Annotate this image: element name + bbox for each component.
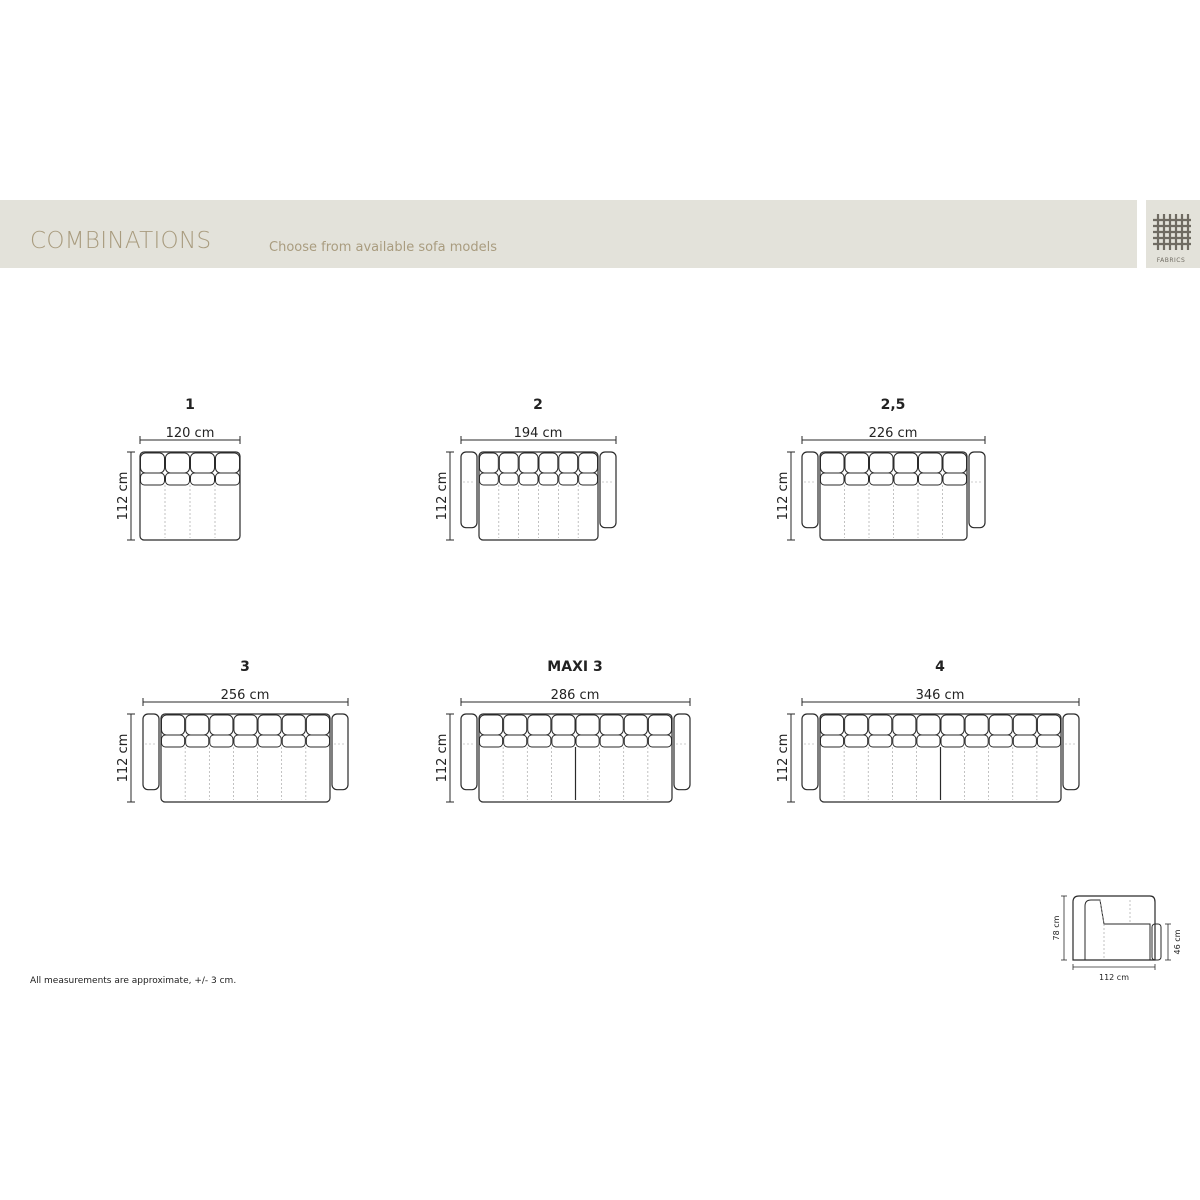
back-cushion (216, 453, 240, 473)
back-cushion (821, 453, 845, 473)
armrest-left (802, 452, 818, 528)
top-cushion (559, 473, 578, 485)
back-cushion (258, 715, 281, 735)
top-cushion (166, 473, 190, 485)
top-cushion (821, 473, 845, 485)
depth-label: 112 cm (776, 471, 791, 521)
model-name: 4 (935, 659, 945, 675)
footnote: All measurements are approximate, +/- 3 cm. (30, 976, 237, 986)
back-cushion (528, 715, 551, 735)
top-cushion (552, 735, 575, 747)
top-cushion (845, 473, 869, 485)
back-cushion (1013, 715, 1036, 735)
back-cushion (919, 453, 943, 473)
armrest-right (1063, 714, 1079, 790)
side-view-inner (1085, 900, 1150, 960)
depth-label: 112 cm (116, 471, 131, 521)
depth-label: 112 cm (435, 733, 450, 783)
top-cushion (528, 735, 551, 747)
back-cushion (870, 453, 894, 473)
depth-label: 112 cm (116, 733, 131, 783)
top-cushion (893, 735, 916, 747)
back-cushion (166, 453, 190, 473)
top-cushion (600, 735, 623, 747)
fabrics-label[interactable]: FABRICS (1156, 257, 1186, 264)
back-cushion (480, 453, 499, 473)
depth-label: 112 cm (776, 733, 791, 783)
top-cushion (306, 735, 329, 747)
back-cushion (845, 453, 869, 473)
back-cushion (186, 715, 209, 735)
top-cushion (499, 473, 518, 485)
side-view-arm (1152, 924, 1161, 960)
top-cushion (1037, 735, 1060, 747)
top-cushion (989, 735, 1012, 747)
armrest-right (332, 714, 348, 790)
depth-label: 112 cm (435, 471, 450, 521)
width-label: 256 cm (220, 688, 270, 703)
back-cushion (519, 453, 538, 473)
top-cushion (234, 735, 257, 747)
model-name: 2,5 (880, 397, 906, 413)
back-cushion (1037, 715, 1060, 735)
width-label: 120 cm (165, 426, 215, 441)
back-cushion (480, 715, 503, 735)
side-height-label: 78 cm (1052, 915, 1061, 941)
top-cushion (480, 473, 499, 485)
back-cushion (210, 715, 233, 735)
top-cushion (894, 473, 918, 485)
top-cushion (943, 473, 967, 485)
armrest-right (674, 714, 690, 790)
side-view (1052, 896, 1182, 982)
model-name: 1 (185, 397, 195, 413)
armrest-right (600, 452, 616, 528)
top-cushion (282, 735, 305, 747)
top-cushion (504, 735, 527, 747)
back-cushion (282, 715, 305, 735)
top-cushion (162, 735, 185, 747)
top-cushion (870, 473, 894, 485)
model-name: 3 (240, 659, 250, 675)
back-cushion (943, 453, 967, 473)
sofa-model-4 (116, 659, 348, 802)
top-cushion (191, 473, 215, 485)
back-cushion (306, 715, 329, 735)
armrest-left (461, 452, 477, 528)
back-cushion (552, 715, 575, 735)
back-cushion (579, 453, 598, 473)
armrest-left (461, 714, 477, 790)
top-cushion (519, 473, 538, 485)
top-cushion (648, 735, 671, 747)
sofa-model-1 (116, 397, 240, 540)
top-cushion (480, 735, 503, 747)
armrest-left (143, 714, 159, 790)
back-cushion (191, 453, 215, 473)
back-cushion (576, 715, 599, 735)
back-cushion (162, 715, 185, 735)
top-cushion (919, 473, 943, 485)
back-cushion (600, 715, 623, 735)
back-cushion (989, 715, 1012, 735)
back-cushion (499, 453, 518, 473)
back-cushion (941, 715, 964, 735)
back-cushion (894, 453, 918, 473)
top-cushion (141, 473, 165, 485)
top-cushion (539, 473, 558, 485)
back-cushion (845, 715, 868, 735)
width-label: 226 cm (868, 426, 918, 441)
width-label: 346 cm (915, 688, 965, 703)
top-cushion (624, 735, 647, 747)
page-title: COMBINATIONS (30, 228, 212, 254)
side-width-label: 112 cm (1098, 973, 1130, 982)
top-cushion (869, 735, 892, 747)
top-cushion (1013, 735, 1036, 747)
top-cushion (579, 473, 598, 485)
top-cushion (210, 735, 233, 747)
side-seat-label: 46 cm (1173, 929, 1182, 955)
width-label: 194 cm (513, 426, 563, 441)
top-cushion (258, 735, 281, 747)
top-cushion (576, 735, 599, 747)
back-cushion (821, 715, 844, 735)
back-cushion (624, 715, 647, 735)
top-cushion (821, 735, 844, 747)
sofa-model-5 (435, 659, 690, 802)
armrest-left (802, 714, 818, 790)
back-cushion (539, 453, 558, 473)
width-label: 286 cm (550, 688, 600, 703)
back-cushion (648, 715, 671, 735)
top-cushion (965, 735, 988, 747)
top-cushion (845, 735, 868, 747)
top-cushion (941, 735, 964, 747)
top-cushion (216, 473, 240, 485)
back-cushion (234, 715, 257, 735)
armrest-right (969, 452, 985, 528)
page-subtitle: Choose from available sofa models (269, 240, 497, 255)
sofa-model-3 (776, 397, 985, 540)
seat-body (161, 714, 330, 802)
top-cushion (186, 735, 209, 747)
sofa-model-6 (776, 659, 1079, 802)
back-cushion (869, 715, 892, 735)
model-name: 2 (533, 397, 543, 413)
back-cushion (917, 715, 940, 735)
top-cushion (917, 735, 940, 747)
model-name: MAXI 3 (547, 659, 603, 675)
back-cushion (893, 715, 916, 735)
back-cushion (559, 453, 578, 473)
back-cushion (141, 453, 165, 473)
sofa-model-2 (435, 397, 616, 540)
back-cushion (965, 715, 988, 735)
back-cushion (504, 715, 527, 735)
